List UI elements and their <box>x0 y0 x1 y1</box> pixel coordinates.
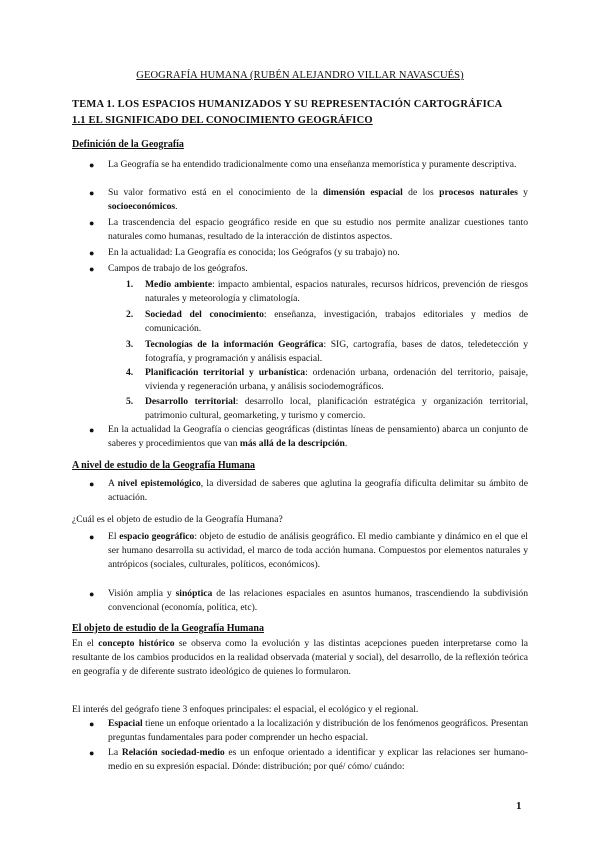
text-run: El <box>108 531 120 542</box>
paragraph <box>72 637 528 679</box>
bold-term: nivel epistemológico <box>117 478 201 489</box>
paragraph: El interés del geógrafo tiene 3 enfoques principales: el espacial, el ecológico y el regional. <box>72 704 419 715</box>
field-text: : desarrollo local, planificación estratégica y organización territorial, patrimonio cultural, geomarketing, y turismo y comercio. <box>145 396 528 421</box>
bullet-icon: ● <box>89 748 95 758</box>
field-item <box>145 338 528 366</box>
field-text: : ordenación urbana, ordenación del territorio, paisaje, vivienda y regeneración urbana, y análisis sociodemográficos. <box>145 367 528 392</box>
field-item <box>145 395 528 423</box>
text-run: La <box>108 747 122 758</box>
field-number: 2. <box>126 309 134 320</box>
tema-title: TEMA 1. LOS ESPACIOS HUMANIZADOS Y SU REPRESENTACIÓN CARTOGRÁFICA <box>72 99 503 110</box>
field-title: Planificación territorial y urbanística <box>145 367 306 378</box>
field-item <box>145 278 528 306</box>
text-run: de los <box>402 187 440 198</box>
bullet-icon: ● <box>89 532 95 542</box>
list-item: La trascendencia del espacio geográfico reside en que su estudio nos permite analizar cuestiones tanto naturales como humanas, resultado de la interacción de distintos aspectos. <box>108 217 528 242</box>
list-item <box>108 717 528 745</box>
text-run: En la actualidad la Geografía o ciencias geográficas (distintas líneas de pensamiento) abarca un conjunto de saberes y procedimientos que van <box>108 424 528 449</box>
bold-term: Relación sociedad-medio <box>121 747 225 758</box>
bullet-icon: ● <box>89 589 95 599</box>
bullet-icon: ● <box>89 248 95 258</box>
field-number: 3. <box>126 339 134 350</box>
bullet-icon: ● <box>89 425 95 435</box>
document-header-title: GEOGRAFÍA HUMANA (RUBÉN ALEJANDRO VILLAR NAVASCUÉS) <box>136 70 464 81</box>
field-item <box>145 308 528 336</box>
text-run: . <box>344 438 348 449</box>
text-run: es un enfoque orientado a identificar y explicar las relaciones ser humano-medio en su expresión espacial. Dónde: distribución; por qué/ cómo/ cuándo: <box>108 747 528 772</box>
list-item <box>108 746 528 774</box>
field-text: : enseñanza, investigación, trabajos editoriales y medios de comunicación. <box>145 309 528 334</box>
text-run: A <box>108 478 118 489</box>
bold-term: socioeconómicos <box>108 201 176 212</box>
subtema-title: 1.1 EL SIGNIFICADO DEL CONOCIMIENTO GEOGRÁFICO <box>72 115 373 126</box>
bold-term: espacio geográfico <box>119 531 195 542</box>
list-item: En la actualidad: La Geografía es conocida; los Geógrafos (y su trabajo) no. <box>108 247 400 258</box>
bold-term: procesos naturales <box>439 187 518 198</box>
list-item <box>108 530 528 572</box>
section-title-nivel-estudio: A nivel de estudio de la Geografía Humana <box>72 460 256 471</box>
bullet-icon: ● <box>89 719 95 729</box>
text-run: . <box>175 201 178 212</box>
field-number: 4. <box>126 367 134 378</box>
bold-term: Espacial <box>108 718 143 729</box>
field-title: Desarrollo territorial <box>145 396 236 407</box>
field-number: 5. <box>126 396 134 407</box>
bullet-icon: ● <box>89 218 95 228</box>
text-run: : objeto de estudio de análisis geográfico. El medio cambiante y dinámico en el que el ser humano desarrolla su actividad, el marco de toda acción humana. Compuestos por elementos naturales y antrópicos (sociales, culturales, políticos, económicos). <box>108 531 528 570</box>
text-run: , la diversidad de saberes que aglutina la geografía dificulta delimitar su ámbito de actuación. <box>108 478 528 503</box>
list-item <box>108 477 528 505</box>
list-item: Campos de trabajo de los geógrafos. <box>108 263 248 274</box>
field-text: : SIG, cartografía, bases de datos, teledetección y fotografía, y programación y análisis espacial. <box>145 339 528 364</box>
text-run: de las relaciones espaciales en asuntos humanos, trascendiendo la subdivisión convencional (economía, política, etc). <box>108 588 528 613</box>
bullet-icon: ● <box>89 264 95 274</box>
list-item <box>108 423 528 451</box>
section-title-objeto-estudio: El objeto de estudio de la Geografía Humana <box>72 623 264 634</box>
field-title: Medio ambiente <box>145 279 213 290</box>
bold-term: dimensión espacial <box>322 187 403 198</box>
field-item <box>145 366 528 394</box>
bold-term: concepto histórico <box>98 638 175 649</box>
bullet-icon: ● <box>89 479 95 489</box>
field-title: Tecnologías de la información Geográfica <box>145 339 324 350</box>
section-title-definicion: Definición de la Geografía <box>72 139 184 150</box>
text-run: tiene un enfoque orientado a la localización y distribución de los fenómenos geográficos. Presentan preguntas fundamentales para poder comprender un hecho espacial. <box>108 718 528 743</box>
text-run: Visión amplia y <box>108 588 176 599</box>
field-number: 1. <box>126 279 134 290</box>
bold-term: sinóptica <box>175 588 213 599</box>
page-number: 1 <box>516 800 522 812</box>
list-item <box>108 186 528 214</box>
bullet-icon: ● <box>89 188 95 198</box>
field-text: : impacto ambiental, espacios naturales, recursos hídricos, prevención de riesgos naturales y meteorología y climatología. <box>145 279 528 304</box>
text-run: En el <box>72 638 99 649</box>
text-run: se observa como la evolución y las distintas acepciones pueden interpretarse como la resultante de los cambios producidos en la realidad observada (material y social), del desarrollo, de la reflexión teórica en geografía y de diferente sustrato ideológico de quienes lo formularon. <box>72 638 528 677</box>
field-title: Sociedad del conocimiento <box>145 309 264 320</box>
text-run: y <box>517 187 528 198</box>
bullet-icon: ● <box>89 160 95 170</box>
list-item <box>108 587 528 615</box>
text-run: Su valor formativo está en el conocimiento de la <box>108 187 323 198</box>
question-text: ¿Cuál es el objeto de estudio de la Geografía Humana? <box>72 514 283 525</box>
bold-term: más allá de la descripción <box>239 438 345 449</box>
list-item: La Geografía se ha entendido tradicionalmente como una enseñanza memorística y puramente descriptiva. <box>108 159 517 170</box>
